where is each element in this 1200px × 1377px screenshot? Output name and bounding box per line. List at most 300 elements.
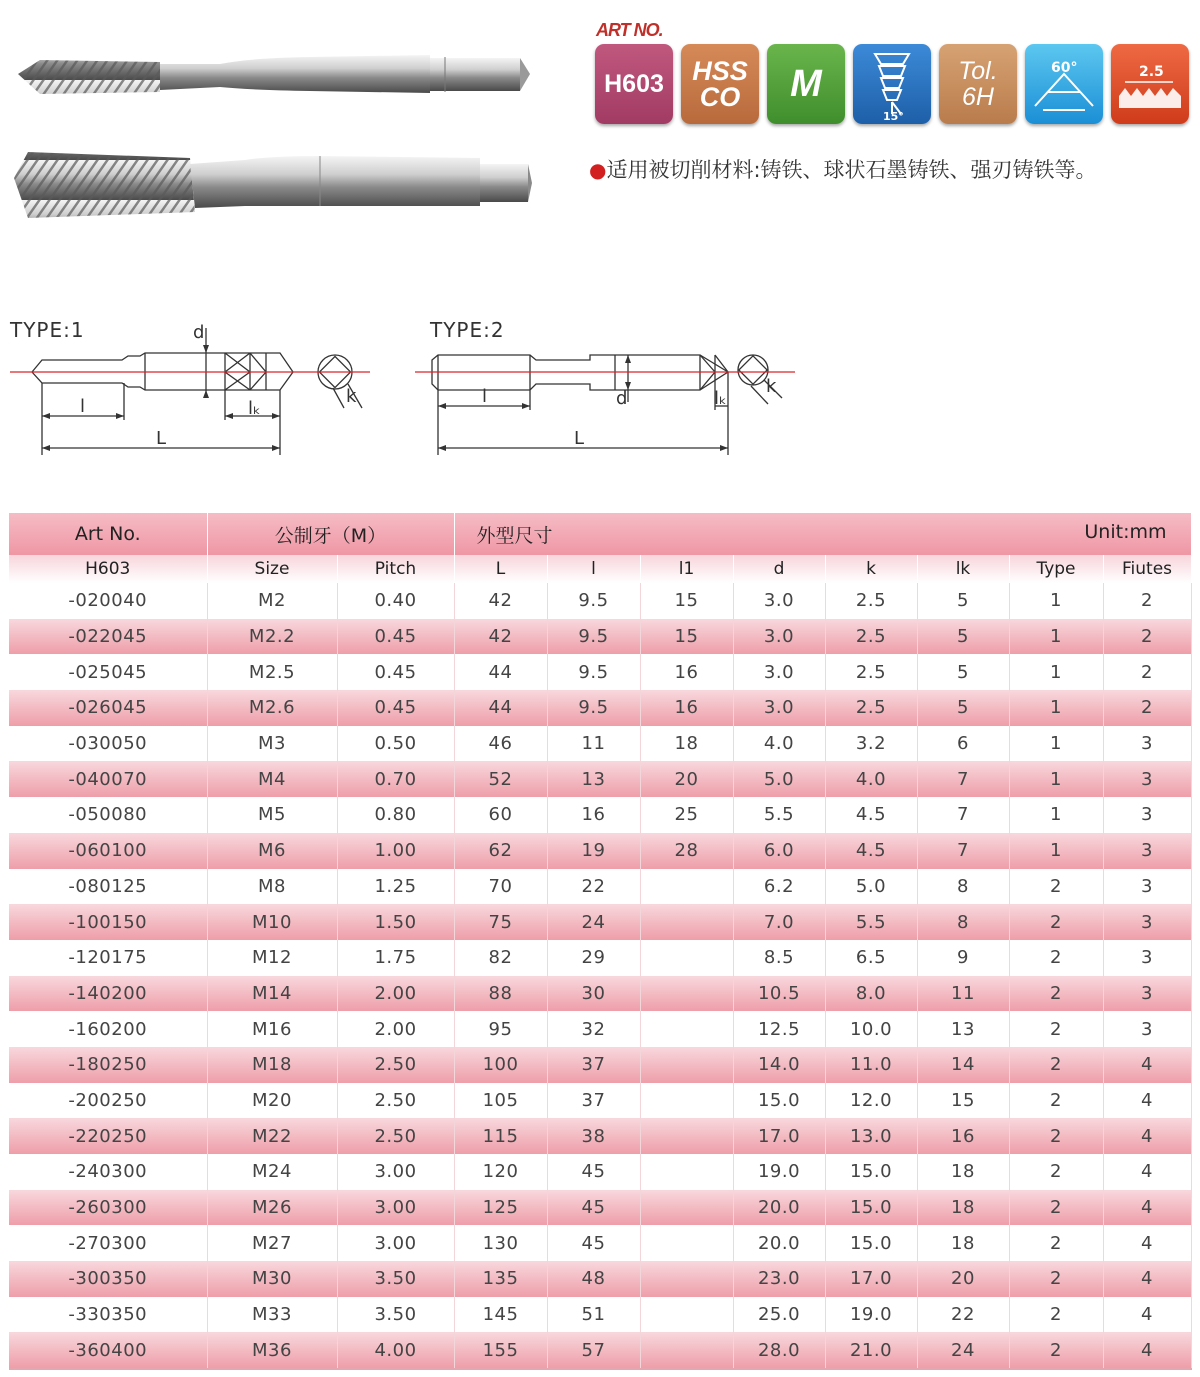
table-cell xyxy=(640,1225,733,1261)
table-cell: -240300 xyxy=(9,1154,207,1190)
tolerance-badge xyxy=(939,44,1017,124)
table-cell: 135 xyxy=(454,1261,547,1297)
table-cell: 2 xyxy=(1009,1118,1103,1154)
table-cell: 125 xyxy=(454,1190,547,1226)
type1-k-label: k xyxy=(346,386,357,407)
table-cell: 6 xyxy=(917,726,1009,762)
table-cell: 19.0 xyxy=(733,1154,825,1190)
table-cell: 7.0 xyxy=(733,904,825,940)
table-cell: 3.0 xyxy=(733,619,825,655)
tol-class-text: 6H xyxy=(962,83,994,111)
table-cell: M12 xyxy=(207,940,337,976)
table-cell xyxy=(640,1332,733,1369)
art-no-header: Art No. xyxy=(9,513,207,555)
table-cell: 3.50 xyxy=(337,1297,454,1333)
table-cell: 21.0 xyxy=(825,1332,917,1369)
table-cell: 4.00 xyxy=(337,1332,454,1369)
table-cell xyxy=(640,1118,733,1154)
table-cell: 14 xyxy=(917,1047,1009,1083)
table-cell: 30 xyxy=(547,976,640,1012)
table-cell: 145 xyxy=(454,1297,547,1333)
table-cell: 15.0 xyxy=(825,1225,917,1261)
table-cell: 51 xyxy=(547,1297,640,1333)
table-cell: 4.5 xyxy=(825,797,917,833)
table-cell: M2.2 xyxy=(207,619,337,655)
table-cell: 2.00 xyxy=(337,1011,454,1047)
table-cell: 3.00 xyxy=(337,1154,454,1190)
table-cell: 75 xyxy=(454,904,547,940)
table-cell: -040070 xyxy=(9,761,207,797)
table-cell xyxy=(640,976,733,1012)
table-cell: 5.0 xyxy=(733,761,825,797)
table-cell: -100150 xyxy=(9,904,207,940)
table-cell xyxy=(640,1047,733,1083)
table-cell: 2 xyxy=(1103,690,1191,726)
table-cell: 16 xyxy=(917,1118,1009,1154)
table-cell: 3.00 xyxy=(337,1190,454,1226)
column-header: lk xyxy=(917,555,1009,583)
table-row xyxy=(9,1190,1191,1226)
table-cell: 13 xyxy=(917,1011,1009,1047)
table-cell: 105 xyxy=(454,1083,547,1119)
table-cell: 2 xyxy=(1009,1297,1103,1333)
table-cell: 7 xyxy=(917,761,1009,797)
table-row xyxy=(9,1261,1191,1297)
table-cell: 4 xyxy=(1103,1190,1191,1226)
table-cell: 52 xyxy=(454,761,547,797)
table-cell: 37 xyxy=(547,1083,640,1119)
bullet-dot-icon: ● xyxy=(589,158,607,182)
table-cell: 15.0 xyxy=(733,1083,825,1119)
table-cell: 20.0 xyxy=(733,1225,825,1261)
table-cell: M22 xyxy=(207,1118,337,1154)
table-cell: 22 xyxy=(917,1297,1009,1333)
column-header: d xyxy=(733,555,825,583)
table-cell: 3.0 xyxy=(733,654,825,690)
type2-title: TYPE:2 xyxy=(430,318,505,342)
table-cell: 15.0 xyxy=(825,1190,917,1226)
table-cell: 0.40 xyxy=(337,583,454,619)
table-row xyxy=(9,976,1191,1012)
table-cell: 4 xyxy=(1103,1297,1191,1333)
table-row xyxy=(9,1083,1191,1119)
pitch-text: 2.5 xyxy=(1139,64,1164,80)
table-cell: 2.5 xyxy=(825,690,917,726)
table-cell: M36 xyxy=(207,1332,337,1369)
table-cell: 38 xyxy=(547,1118,640,1154)
table-cell: -270300 xyxy=(9,1225,207,1261)
table-cell: 11 xyxy=(917,976,1009,1012)
table-cell xyxy=(640,869,733,905)
table-cell: 3 xyxy=(1103,940,1191,976)
table-cell: 4 xyxy=(1103,1047,1191,1083)
table-cell: M27 xyxy=(207,1225,337,1261)
table-row xyxy=(9,690,1191,726)
table-cell: 7 xyxy=(917,797,1009,833)
table-cell: 9 xyxy=(917,940,1009,976)
table-cell xyxy=(640,904,733,940)
table-cell: 29 xyxy=(547,940,640,976)
table-cell: 6.5 xyxy=(825,940,917,976)
table-cell: 3 xyxy=(1103,1011,1191,1047)
table-cell: 62 xyxy=(454,833,547,869)
table-cell: 2 xyxy=(1009,1011,1103,1047)
table-cell xyxy=(640,1011,733,1047)
type1-d-label: d xyxy=(193,322,205,343)
hss-text: HSS xyxy=(692,56,748,86)
table-cell: M24 xyxy=(207,1154,337,1190)
table-cell: 15 xyxy=(640,583,733,619)
table-row xyxy=(9,1118,1191,1154)
table-cell: 130 xyxy=(454,1225,547,1261)
table-cell: 1 xyxy=(1009,690,1103,726)
table-cell: 4 xyxy=(1103,1261,1191,1297)
table-cell: 1.75 xyxy=(337,940,454,976)
table-cell: 2 xyxy=(1009,940,1103,976)
table-row xyxy=(9,869,1191,905)
table-cell: 20.0 xyxy=(733,1190,825,1226)
thread-angle-text: 15° xyxy=(883,110,904,123)
table-cell: 1 xyxy=(1009,726,1103,762)
table-cell xyxy=(640,1154,733,1190)
table-cell: 18 xyxy=(917,1154,1009,1190)
table-cell: 3 xyxy=(1103,833,1191,869)
column-header: Type xyxy=(1009,555,1103,583)
table-cell: 2.50 xyxy=(337,1047,454,1083)
table-cell: -300350 xyxy=(9,1261,207,1297)
table-cell: 0.45 xyxy=(337,690,454,726)
table-cell: 17.0 xyxy=(733,1118,825,1154)
table-cell: 5 xyxy=(917,619,1009,655)
table-cell: 4.0 xyxy=(733,726,825,762)
outer-dimensions-header xyxy=(454,513,1191,555)
type1-title: TYPE:1 xyxy=(10,318,85,342)
table-cell: 11.0 xyxy=(825,1047,917,1083)
table-header-row-1 xyxy=(9,513,1191,555)
table-header-row-2 xyxy=(9,555,1191,583)
table-cell: 3 xyxy=(1103,904,1191,940)
table-cell: 120 xyxy=(454,1154,547,1190)
table-cell: 5.0 xyxy=(825,869,917,905)
table-cell: 17.0 xyxy=(825,1261,917,1297)
table-cell: 1 xyxy=(1009,583,1103,619)
column-header: l1 xyxy=(640,555,733,583)
table-cell: 2 xyxy=(1009,1190,1103,1226)
table-cell: 9.5 xyxy=(547,583,640,619)
table-cell: 48 xyxy=(547,1261,640,1297)
unit-label: Unit:mm xyxy=(1084,520,1167,543)
type2-l-label: l xyxy=(482,386,488,407)
table-cell: M4 xyxy=(207,761,337,797)
type2-L-label: L xyxy=(574,428,585,449)
table-cell: -260300 xyxy=(9,1190,207,1226)
table-cell: 4 xyxy=(1103,1118,1191,1154)
table-row xyxy=(9,654,1191,690)
co-text: CO xyxy=(699,82,741,112)
table-cell: 16 xyxy=(547,797,640,833)
tap-photo-2 xyxy=(14,152,532,218)
table-cell: 2.00 xyxy=(337,976,454,1012)
table-cell: 0.50 xyxy=(337,726,454,762)
table-cell: 25.0 xyxy=(733,1297,825,1333)
table-cell xyxy=(640,1261,733,1297)
table-cell: 10.5 xyxy=(733,976,825,1012)
type2-diagram xyxy=(410,320,810,465)
table-cell: 5.5 xyxy=(825,904,917,940)
table-cell: -160200 xyxy=(9,1011,207,1047)
table-cell: 3.00 xyxy=(337,1225,454,1261)
table-cell xyxy=(640,1190,733,1226)
table-cell: 5 xyxy=(917,654,1009,690)
type1-lk-label: lₖ xyxy=(248,398,261,419)
table-row xyxy=(9,1047,1191,1083)
table-cell: 2.5 xyxy=(825,583,917,619)
table-cell: 16 xyxy=(640,690,733,726)
thread-pitch-icon xyxy=(1111,44,1189,124)
table-cell: 100 xyxy=(454,1047,547,1083)
table-cell: 0.45 xyxy=(337,619,454,655)
table-cell: 16 xyxy=(640,654,733,690)
type1-L-label: L xyxy=(156,428,167,449)
table-cell: 2 xyxy=(1009,1332,1103,1369)
table-cell: 8 xyxy=(917,869,1009,905)
table-cell: 45 xyxy=(547,1154,640,1190)
table-cell: 11 xyxy=(547,726,640,762)
table-cell: M14 xyxy=(207,976,337,1012)
table-cell: 4.0 xyxy=(825,761,917,797)
thread-angle-icon xyxy=(1025,44,1103,124)
table-row xyxy=(9,1011,1191,1047)
table-cell: 2 xyxy=(1103,654,1191,690)
angle-text: 60° xyxy=(1051,60,1078,76)
table-cell: M33 xyxy=(207,1297,337,1333)
table-cell: 4 xyxy=(1103,1332,1191,1369)
spec-badges xyxy=(595,44,1189,124)
table-cell xyxy=(640,1083,733,1119)
table-cell: 8 xyxy=(917,904,1009,940)
table-cell: M3 xyxy=(207,726,337,762)
table-cell: 3 xyxy=(1103,976,1191,1012)
material-hss-co-badge xyxy=(681,44,759,124)
table-cell: 115 xyxy=(454,1118,547,1154)
table-cell: 3.0 xyxy=(733,583,825,619)
table-cell: 3 xyxy=(1103,797,1191,833)
code-badge xyxy=(595,44,673,124)
table-cell: 18 xyxy=(640,726,733,762)
table-cell: 2 xyxy=(1103,583,1191,619)
table-cell: 3 xyxy=(1103,726,1191,762)
table-row xyxy=(9,726,1191,762)
table-row xyxy=(9,1225,1191,1261)
table-cell: 12.0 xyxy=(825,1083,917,1119)
table-cell: 3 xyxy=(1103,869,1191,905)
table-cell: 12.5 xyxy=(733,1011,825,1047)
table-row xyxy=(9,940,1191,976)
table-cell: 2 xyxy=(1009,1154,1103,1190)
table-cell: 9.5 xyxy=(547,619,640,655)
table-cell: -060100 xyxy=(9,833,207,869)
table-cell: 57 xyxy=(547,1332,640,1369)
table-cell: 3.2 xyxy=(825,726,917,762)
table-cell: 1 xyxy=(1009,619,1103,655)
table-cell: 1 xyxy=(1009,761,1103,797)
table-cell: 23.0 xyxy=(733,1261,825,1297)
table-cell: 13 xyxy=(547,761,640,797)
table-cell: 45 xyxy=(547,1225,640,1261)
table-cell: 82 xyxy=(454,940,547,976)
table-cell: 5 xyxy=(917,690,1009,726)
metric-thread-badge xyxy=(767,44,845,124)
table-cell: M26 xyxy=(207,1190,337,1226)
table-cell: 14.0 xyxy=(733,1047,825,1083)
table-row xyxy=(9,761,1191,797)
table-cell: 18 xyxy=(917,1225,1009,1261)
table-cell: 1.00 xyxy=(337,833,454,869)
table-cell: 2 xyxy=(1009,869,1103,905)
table-cell: -020040 xyxy=(9,583,207,619)
table-cell: M30 xyxy=(207,1261,337,1297)
table-cell: 2.50 xyxy=(337,1118,454,1154)
table-cell: M18 xyxy=(207,1047,337,1083)
table-cell: 3 xyxy=(1103,761,1191,797)
table-cell: 18 xyxy=(917,1190,1009,1226)
tol-text: Tol. xyxy=(958,57,998,85)
table-cell: 0.80 xyxy=(337,797,454,833)
table-cell: 1.50 xyxy=(337,904,454,940)
table-cell: 7 xyxy=(917,833,1009,869)
table-cell: -330350 xyxy=(9,1297,207,1333)
table-cell: 42 xyxy=(454,583,547,619)
column-header: L xyxy=(454,555,547,583)
table-row xyxy=(9,619,1191,655)
material-note-text: 适用被切削材料:铸铁、球状石墨铸铁、强刃铸铁等。 xyxy=(606,158,1097,182)
table-cell: 19.0 xyxy=(825,1297,917,1333)
table-cell: M6 xyxy=(207,833,337,869)
table-cell: -120175 xyxy=(9,940,207,976)
table-cell: 44 xyxy=(454,654,547,690)
table-cell: 3.0 xyxy=(733,690,825,726)
table-cell: 28.0 xyxy=(733,1332,825,1369)
table-cell: M5 xyxy=(207,797,337,833)
table-cell: 5 xyxy=(917,583,1009,619)
table-cell: -360400 xyxy=(9,1332,207,1369)
table-cell: 15 xyxy=(640,619,733,655)
table-cell xyxy=(640,1297,733,1333)
table-cell: 2 xyxy=(1009,904,1103,940)
table-cell: 2 xyxy=(1009,976,1103,1012)
table-cell: 6.2 xyxy=(733,869,825,905)
table-cell: 2 xyxy=(1009,1225,1103,1261)
type2-d-label: d xyxy=(616,388,628,409)
spec-table xyxy=(9,513,1192,1370)
table-cell: 19 xyxy=(547,833,640,869)
table-cell: 22 xyxy=(547,869,640,905)
table-row xyxy=(9,1154,1191,1190)
table-cell: 155 xyxy=(454,1332,547,1369)
table-cell: 95 xyxy=(454,1011,547,1047)
table-cell: 32 xyxy=(547,1011,640,1047)
table-cell: 5.5 xyxy=(733,797,825,833)
material-note xyxy=(589,154,1097,184)
table-cell: 8.0 xyxy=(825,976,917,1012)
outer-dimensions-title: 外型尺寸 xyxy=(476,524,553,547)
table-cell: -022045 xyxy=(9,619,207,655)
table-cell: 25 xyxy=(640,797,733,833)
table-row xyxy=(9,833,1191,869)
table-cell: -140200 xyxy=(9,976,207,1012)
table-row xyxy=(9,1297,1191,1333)
table-row xyxy=(9,904,1191,940)
table-cell: 24 xyxy=(547,904,640,940)
column-header: l xyxy=(547,555,640,583)
table-cell: 0.70 xyxy=(337,761,454,797)
table-cell: 46 xyxy=(454,726,547,762)
table-cell: 4 xyxy=(1103,1225,1191,1261)
table-cell: 2 xyxy=(1009,1083,1103,1119)
spiral-flute-icon xyxy=(853,44,931,124)
table-cell: 8.5 xyxy=(733,940,825,976)
table-row xyxy=(9,797,1191,833)
table-cell: 15 xyxy=(917,1083,1009,1119)
table-cell: 4 xyxy=(1103,1154,1191,1190)
table-cell xyxy=(640,940,733,976)
table-cell: 1 xyxy=(1009,654,1103,690)
table-cell: 60 xyxy=(454,797,547,833)
table-cell: 2.5 xyxy=(825,619,917,655)
table-cell: 2 xyxy=(1103,619,1191,655)
table-cell: M20 xyxy=(207,1083,337,1119)
table-cell: 28 xyxy=(640,833,733,869)
table-row xyxy=(9,1332,1191,1369)
table-cell: M16 xyxy=(207,1011,337,1047)
table-cell: 6.0 xyxy=(733,833,825,869)
code-badge-text: H603 xyxy=(604,69,664,98)
table-cell: -050080 xyxy=(9,797,207,833)
table-cell: -025045 xyxy=(9,654,207,690)
table-cell: 9.5 xyxy=(547,690,640,726)
column-header: Fiutes xyxy=(1103,555,1191,583)
table-cell: 2 xyxy=(1009,1261,1103,1297)
column-header: k xyxy=(825,555,917,583)
table-cell: M2 xyxy=(207,583,337,619)
table-cell: 37 xyxy=(547,1047,640,1083)
tap-photo-1 xyxy=(18,55,530,94)
table-cell: 44 xyxy=(454,690,547,726)
column-header: H603 xyxy=(9,555,207,583)
table-cell: 0.45 xyxy=(337,654,454,690)
table-cell: 13.0 xyxy=(825,1118,917,1154)
table-cell: -030050 xyxy=(9,726,207,762)
product-photos xyxy=(10,40,540,230)
table-cell: 45 xyxy=(547,1190,640,1226)
table-cell: 1 xyxy=(1009,833,1103,869)
table-row xyxy=(9,583,1191,619)
column-header: Size xyxy=(207,555,337,583)
table-cell: -026045 xyxy=(9,690,207,726)
table-body xyxy=(9,583,1191,1369)
table-cell: M2.5 xyxy=(207,654,337,690)
table-cell: 4 xyxy=(1103,1083,1191,1119)
table-cell: 2 xyxy=(1009,1047,1103,1083)
table-cell: 4.5 xyxy=(825,833,917,869)
table-cell: 1 xyxy=(1009,797,1103,833)
type2-lk-label: lₖ xyxy=(714,388,727,409)
table-cell: 15.0 xyxy=(825,1154,917,1190)
table-cell: 20 xyxy=(640,761,733,797)
table-cell: 2.5 xyxy=(825,654,917,690)
column-header: Pitch xyxy=(337,555,454,583)
table-cell: 42 xyxy=(454,619,547,655)
